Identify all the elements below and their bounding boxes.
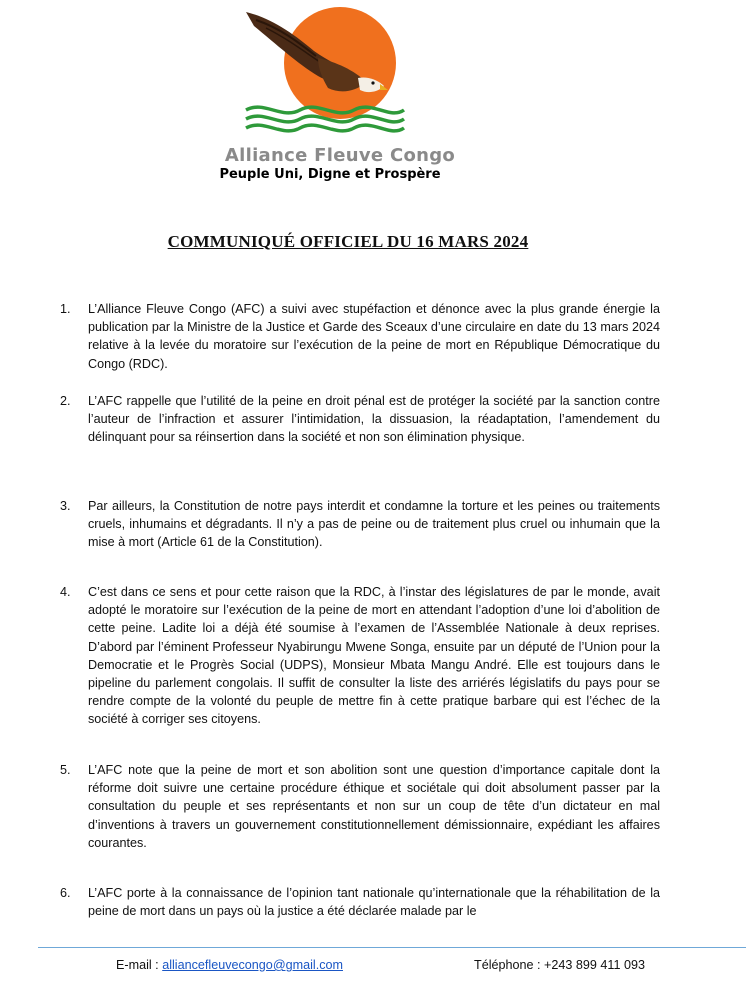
paragraph-number: 6. bbox=[60, 886, 71, 900]
email-link[interactable]: alliancefleuvecongo@gmail.com bbox=[162, 958, 343, 972]
footer-email bbox=[116, 958, 343, 972]
numbered-paragraph bbox=[56, 583, 660, 729]
paragraph-number: 4. bbox=[60, 585, 71, 599]
document-title: COMMUNIQUÉ OFFICIEL DU 16 MARS 2024 bbox=[167, 232, 529, 251]
paragraph-text: C’est dans ce sens et pour cette raison que la RDC, à l’instar des législatures de par le monde, avait adopté le moratoire sur l’exécution de la peine de mort en attendant l’adoption d’une loi d’abolition de cette peine. Ladite loi a déjà été soumise à l’examen de l’Assemblée Nationale à deux reprises. D’abord par l’éminent Professeur Nyabirungu Mwene Songa, ensuite par un député de l’Union pour la Democratie et le Progrès Social (UDPS), Monsieur Mbata Mangu André. Elle est toujours dans le pipeline du parlement congolais. Il suffit de consulter la liste des arriérés législatifs du pays pour se rendre compte de la volonté du peuple de mettre fin à cette pratique barbare qui est l’échec de la société à corriger ses citoyens. bbox=[88, 585, 660, 727]
paragraph-text: L’Alliance Fleuve Congo (AFC) a suivi avec stupéfaction et dénonce avec la plus grande énergie la publication par la Ministre de la Justice et Garde des Sceaux d’une circulaire en date du 13 mars 2024 relative à la levée du moratoire sur l’exécution de la peine de mort en République Démocratique du Congo (RDC). bbox=[88, 302, 660, 371]
paragraph-number: 5. bbox=[60, 763, 71, 777]
organization-name: Alliance Fleuve Congo bbox=[224, 145, 456, 166]
email-label: E-mail : bbox=[116, 958, 163, 972]
paragraph-text: L’AFC note que la peine de mort et son abolition sont une question d’importance capitale dont la réforme doit suivre une certaine procédure éthique et sociétale qui doit absolument passer par la consultation du peuple et ses représentants et non sur un coup de tête d’un dictateur en mal d’inventions à travers un gouvernement constitutionnellement démissionnaire, expédiant les affaires courantes. bbox=[88, 763, 660, 850]
numbered-paragraph bbox=[56, 884, 660, 920]
numbered-paragraph bbox=[56, 392, 660, 447]
footer-divider bbox=[38, 947, 746, 948]
paragraph-text: L’AFC porte à la connaissance de l’opinion tant nationale qu’internationale que la réhabilitation de la peine de mort dans un pays où la justice a été déclarée malade par le bbox=[88, 886, 660, 919]
numbered-paragraph bbox=[56, 497, 660, 552]
numbered-paragraph bbox=[56, 300, 660, 373]
organization-motto: Peuple Uni, Digne et Prospère bbox=[219, 167, 441, 182]
footer-phone: Téléphone : +243 899 411 093 bbox=[474, 958, 645, 972]
numbered-paragraph bbox=[56, 761, 660, 852]
paragraph-number: 3. bbox=[60, 499, 71, 513]
paragraph-text: Par ailleurs, la Constitution de notre pays interdit et condamne la torture et les peines ou traitements cruels, inhumains et dégradants. Il n’y a pas de peine ou de traitement plus cruel ou inhumain que la mise à mort (Article 61 de la Constitution). bbox=[88, 499, 660, 550]
paragraph-number: 1. bbox=[60, 302, 71, 316]
paragraph-text: L’AFC rappelle que l’utilité de la peine en droit pénal est de protéger la société par la sanction contre l’auteur de l’infraction et assurer l’intimidation, la dissuasion, la réadaptation, l’amendement du délinquant pour sa réinsertion dans la société et non son élimination physique. bbox=[88, 394, 660, 445]
paragraph-number: 2. bbox=[60, 394, 71, 408]
